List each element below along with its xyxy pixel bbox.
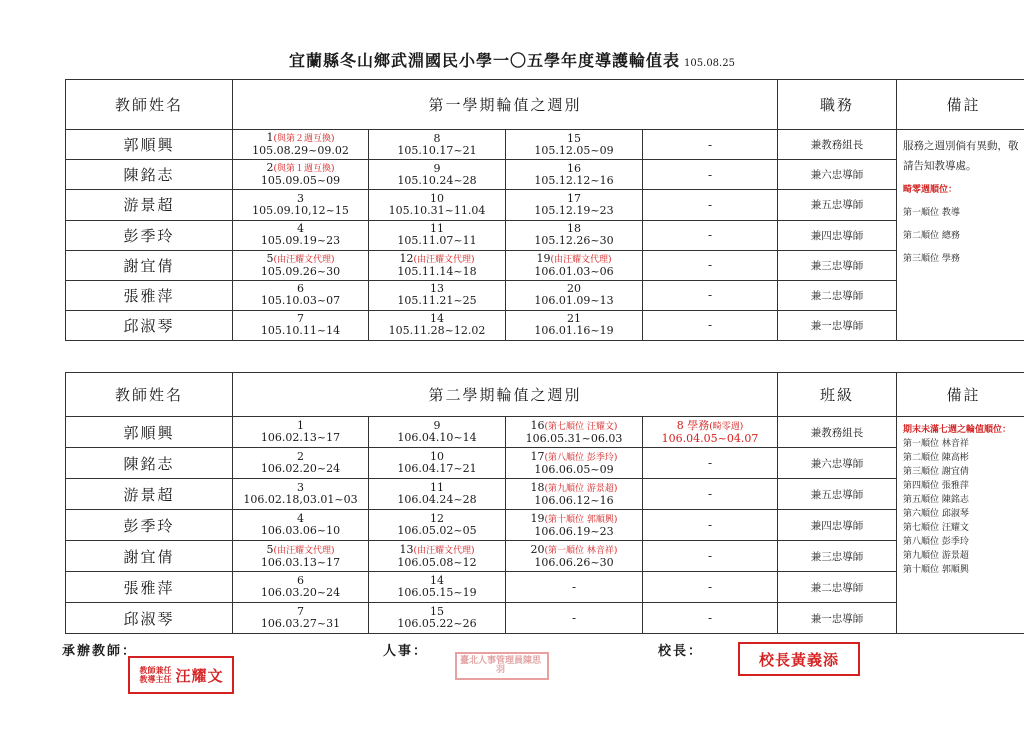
week-index: 17 (530, 449, 545, 463)
week-index: 3 (297, 191, 304, 205)
principal-seal (738, 642, 860, 676)
week-dates: 105.09.19~23 (260, 234, 341, 248)
week-dates: 106.04.24~28 (397, 493, 477, 506)
role-cell: 兼五忠導師 (778, 479, 897, 510)
teacher-name: 張雅萍 (66, 572, 233, 603)
week-cell-empty: - (643, 190, 778, 220)
week-cell (233, 160, 369, 190)
week-number (233, 544, 368, 557)
week-index: 1 (297, 419, 304, 432)
week-index: 21 (567, 312, 581, 326)
week-cell (643, 417, 778, 448)
week-number (506, 420, 642, 433)
week-cell (369, 417, 506, 448)
week-index: 2 (297, 450, 304, 463)
table-row (66, 603, 1024, 634)
table-row (66, 190, 1024, 220)
role-cell: 兼四忠導師 (778, 220, 897, 250)
week-dates: 106.01.03~06 (534, 264, 614, 278)
role-cell: 兼五忠導師 (778, 190, 897, 220)
week-dates: 106.04.05~04.07 (661, 431, 759, 445)
table-row (66, 310, 1024, 340)
week-cell (369, 280, 506, 310)
week-remark: (畸零週) (709, 421, 744, 432)
sem2-note-item: 第一順位 林音祥 (903, 439, 969, 449)
week-cell (369, 479, 506, 510)
teacher-name: 彭季玲 (66, 220, 233, 250)
week-dates: 106.06.19~23 (534, 524, 614, 538)
week-cell-empty: - (643, 220, 778, 250)
week-remark: (與第１週互換) (273, 164, 335, 175)
week-cell (506, 250, 643, 280)
week-cell (506, 541, 643, 572)
week-cell (369, 130, 506, 160)
week-cell (506, 448, 643, 479)
sem2-note-item: 第四順位 張雅萍 (903, 481, 969, 491)
week-remark: (由汪耀文代理) (413, 254, 475, 265)
week-index: 2 (266, 161, 274, 175)
personnel-label: 人事： (383, 644, 429, 659)
week-cell-empty: - (643, 130, 778, 160)
week-index: 13 (399, 542, 414, 556)
week-cell (506, 280, 643, 310)
role-cell: 兼教務組長 (778, 130, 897, 160)
week-cell (233, 479, 369, 510)
week-cell (506, 220, 643, 250)
week-remark: (第九順位 游景超) (544, 483, 618, 494)
sem2-header-weeks: 第二學期輪值之週別 (233, 373, 778, 417)
week-index: 19 (530, 511, 545, 525)
week-cell (506, 190, 643, 220)
week-index: 4 (297, 222, 304, 236)
week-cell-empty: - (643, 603, 778, 634)
sem1-note-head: 畸零週順位： (903, 185, 958, 196)
teacher-name: 邱淑琴 (66, 603, 233, 634)
week-index: 16 (567, 161, 581, 175)
title-date: 105.08.25 (684, 58, 735, 69)
sem2-header-role: 班級 (778, 373, 897, 417)
week-dates: 105.12.19~23 (534, 203, 614, 217)
week-dates: 106.06.12~16 (534, 493, 614, 507)
week-remark: (第七順位 汪耀文) (544, 421, 618, 432)
week-number (506, 482, 642, 495)
week-dates: 106.05.08~12 (397, 555, 477, 569)
role-cell: 兼一忠導師 (778, 603, 897, 634)
week-cell (233, 190, 369, 220)
week-dates: 106.03.06~10 (260, 524, 341, 537)
sem2-note-head: 期末未滿七週之輪值順位： (903, 425, 1012, 435)
week-cell-empty: - (643, 541, 778, 572)
sem2-note-item: 第六順位 邱淑琴 (903, 509, 969, 519)
week-remark: (由汪耀文代理) (273, 545, 335, 556)
personnel-seal-text: 臺北人事管理員陳思羽 (459, 656, 541, 675)
week-dates: 105.12.12~16 (534, 173, 614, 187)
week-dates: 106.05.22~26 (397, 617, 477, 630)
week-cell-empty: - (506, 603, 643, 634)
table-row (66, 130, 1024, 160)
teacher-name: 彭季玲 (66, 510, 233, 541)
week-number (506, 451, 642, 464)
week-cell (369, 572, 506, 603)
week-number (506, 133, 642, 145)
week-index: 16 (530, 418, 545, 432)
week-index: 15 (567, 131, 581, 145)
sem2-note-item: 第三順位 謝宜倩 (903, 467, 969, 477)
sem2-note-item: 第十順位 郭順興 (903, 565, 969, 575)
teacher-name: 邱淑琴 (66, 310, 233, 340)
week-dates: 105.09.05~09 (260, 174, 341, 188)
week-index: 17 (567, 191, 581, 205)
week-dates: 106.04.17~21 (397, 462, 477, 475)
table-row (66, 479, 1024, 510)
week-cell (506, 479, 643, 510)
week-remark: (由汪耀文代理) (273, 254, 335, 265)
role-cell: 兼二忠導師 (778, 280, 897, 310)
week-cell-empty: - (643, 572, 778, 603)
role-cell: 兼二忠導師 (778, 572, 897, 603)
principal-seal-text: 校長黃義添 (758, 650, 839, 669)
table-row (66, 160, 1024, 190)
table-row (66, 250, 1024, 280)
week-number (369, 253, 505, 266)
week-index: 11 (430, 222, 444, 236)
week-index: 1 (266, 131, 274, 145)
week-cell-empty: - (643, 310, 778, 340)
week-cell (369, 510, 506, 541)
table-row (66, 280, 1024, 310)
week-number (506, 513, 642, 526)
sem1-note-item: 第三順位 學務 (903, 254, 960, 265)
sem1-note-item: 第二順位 總務 (903, 231, 960, 242)
week-dates: 105.12.26~30 (534, 234, 614, 248)
week-dates: 106.02.18,03.01~03 (243, 493, 358, 506)
week-remark: (與第２週互換) (273, 134, 335, 145)
week-index: 5 (266, 542, 274, 556)
role-cell: 兼四忠導師 (778, 510, 897, 541)
week-cell (369, 448, 506, 479)
personnel-seal (455, 652, 549, 680)
week-dates: 106.05.15~19 (397, 586, 477, 599)
week-index: 12 (430, 512, 444, 525)
teacher-name: 郭順興 (66, 417, 233, 448)
week-index: 7 (297, 312, 304, 326)
sem2-header-name: 教師姓名 (66, 373, 233, 417)
page-title (0, 48, 1024, 71)
week-dates: 105.09.10,12~15 (252, 203, 349, 217)
role-cell: 兼一忠導師 (778, 310, 897, 340)
week-number (643, 420, 777, 433)
week-dates: 105.08.29~09.02 (252, 144, 349, 158)
semester1-table (65, 79, 1024, 341)
week-dates: 105.10.17~21 (397, 143, 477, 157)
week-remark: (由汪耀文代理) (413, 545, 475, 556)
sem2-note-item: 第七順位 汪耀文 (903, 523, 969, 533)
table-row (66, 572, 1024, 603)
sem1-header-note: 備註 (897, 80, 1024, 130)
sem2-header-note: 備註 (897, 373, 1024, 417)
week-remark: (第一順位 林音祥) (544, 545, 618, 556)
week-remark: (第八順位 彭季玲) (544, 452, 618, 463)
sem1-header-row (66, 80, 1024, 130)
table-row (66, 510, 1024, 541)
week-dates: 105.10.24~28 (397, 173, 477, 187)
week-index: 11 (430, 481, 444, 494)
week-index: 10 (430, 450, 444, 463)
week-cell-empty: - (506, 572, 643, 603)
week-index: 6 (297, 574, 304, 587)
title-text: 宜蘭縣冬山鄉武淵國民小學一〇五學年度導護輪值表 (289, 51, 681, 70)
week-number (369, 133, 505, 145)
week-dates: 105.10.03~07 (260, 294, 341, 308)
week-index: 8 學務 (676, 418, 710, 432)
sem1-header-role: 職務 (778, 80, 897, 130)
week-index: 4 (297, 512, 304, 525)
week-index: 14 (430, 312, 444, 326)
week-number (233, 253, 368, 266)
week-cell (233, 310, 369, 340)
week-dates: 106.04.10~14 (397, 431, 477, 444)
week-index: 15 (430, 605, 444, 618)
teacher-name: 游景超 (66, 190, 233, 220)
week-index: 6 (297, 282, 304, 296)
week-dates: 105.10.31~11.04 (388, 203, 486, 217)
sem2-note-cell (897, 417, 1024, 634)
week-dates: 105.11.28~12.02 (388, 324, 486, 338)
week-dates: 106.03.13~17 (260, 555, 341, 569)
teacher-seal-title: 教師兼任教導主任 (139, 665, 172, 684)
week-dates: 106.02.13~17 (260, 431, 341, 444)
teacher-name: 陳銘志 (66, 448, 233, 479)
week-cell (506, 510, 643, 541)
sem2-note-item: 第九順位 游景超 (903, 551, 969, 561)
week-dates: 106.05.31~06.03 (525, 431, 623, 445)
week-index: 9 (433, 419, 441, 432)
sem1-header-weeks: 第一學期輪值之週別 (233, 80, 778, 130)
principal-label: 校長： (658, 644, 704, 659)
week-dates: 106.03.20~24 (260, 586, 341, 599)
teacher-label: 承辦教師： (62, 644, 138, 659)
week-cell (233, 417, 369, 448)
week-index: 7 (297, 605, 304, 618)
week-index: 14 (430, 574, 444, 587)
week-index: 18 (567, 222, 581, 236)
sem1-header-name: 教師姓名 (66, 80, 233, 130)
week-index: 8 (433, 131, 441, 145)
week-index: 5 (266, 251, 274, 265)
week-cell (506, 130, 643, 160)
week-index: 9 (433, 161, 441, 175)
week-index: 19 (536, 251, 551, 265)
week-dates: 106.01.09~13 (534, 294, 614, 308)
week-cell-empty: - (643, 280, 778, 310)
week-cell (369, 250, 506, 280)
table-row (66, 220, 1024, 250)
sem2-header-row (66, 373, 1024, 417)
week-index: 10 (430, 191, 444, 205)
table-row (66, 417, 1024, 448)
role-cell: 兼六忠導師 (778, 160, 897, 190)
week-cell (233, 541, 369, 572)
week-index: 20 (567, 282, 581, 296)
week-index: 3 (297, 481, 304, 494)
week-dates: 106.01.16~19 (534, 324, 614, 338)
week-dates: 106.06.26~30 (534, 555, 614, 569)
teacher-name: 郭順興 (66, 130, 233, 160)
sem1-note-cell (897, 130, 1024, 341)
week-dates: 106.03.27~31 (260, 617, 341, 630)
week-cell (233, 572, 369, 603)
role-cell: 兼三忠導師 (778, 250, 897, 280)
week-cell (233, 510, 369, 541)
week-cell (233, 130, 369, 160)
sem1-note-main: 服務之週別倘有異動，敬請告知教導處。 (903, 140, 1019, 173)
week-cell (369, 541, 506, 572)
role-cell: 兼六忠導師 (778, 448, 897, 479)
week-index: 18 (530, 480, 545, 494)
role-cell: 兼教務組長 (778, 417, 897, 448)
week-remark: (由汪耀文代理) (550, 254, 612, 265)
sem2-note-item: 第二順位 陳高彬 (903, 453, 969, 463)
week-cell (233, 250, 369, 280)
week-cell-empty: - (643, 160, 778, 190)
semester2-table (65, 372, 1024, 634)
week-dates: 105.11.07~11 (397, 234, 477, 248)
week-dates: 106.02.20~24 (260, 462, 341, 475)
week-dates: 105.09.26~30 (260, 264, 341, 278)
week-cell (369, 310, 506, 340)
week-number (369, 544, 505, 557)
week-cell (506, 160, 643, 190)
teacher-name: 陳銘志 (66, 160, 233, 190)
week-cell (369, 220, 506, 250)
week-dates: 105.11.14~18 (397, 264, 477, 278)
week-dates: 106.05.02~05 (397, 524, 477, 537)
sem1-note-item: 第一順位 教導 (903, 208, 960, 219)
week-dates: 105.10.11~14 (260, 324, 341, 338)
week-cell-empty: - (643, 479, 778, 510)
week-cell-empty: - (643, 448, 778, 479)
week-remark: (第十順位 郭順興) (544, 514, 618, 525)
week-number (506, 544, 642, 557)
teacher-name: 謝宜倩 (66, 541, 233, 572)
week-number (506, 253, 642, 266)
week-cell (506, 417, 643, 448)
week-index: 20 (530, 542, 545, 556)
week-dates: 105.11.21~25 (397, 294, 477, 308)
sem2-note-item: 第五順位 陳銘志 (903, 495, 969, 505)
week-dates: 106.06.05~09 (534, 462, 614, 476)
table-row (66, 541, 1024, 572)
teacher-seal-name: 汪耀文 (175, 666, 224, 685)
teacher-name: 張雅萍 (66, 280, 233, 310)
table-row (66, 448, 1024, 479)
teacher-seal (128, 656, 234, 694)
week-cell (369, 190, 506, 220)
week-cell (233, 603, 369, 634)
week-cell (506, 310, 643, 340)
teacher-name: 游景超 (66, 479, 233, 510)
role-cell: 兼三忠導師 (778, 541, 897, 572)
week-cell-empty: - (643, 510, 778, 541)
teacher-name: 謝宜倩 (66, 250, 233, 280)
week-cell (233, 280, 369, 310)
week-cell-empty: - (643, 250, 778, 280)
week-dates: 105.12.05~09 (534, 143, 614, 157)
week-cell (369, 160, 506, 190)
week-index: 12 (399, 251, 414, 265)
week-cell (233, 220, 369, 250)
sem2-note-item: 第八順位 彭季玲 (903, 537, 969, 547)
week-cell (233, 448, 369, 479)
week-index: 13 (430, 282, 444, 296)
week-cell (369, 603, 506, 634)
